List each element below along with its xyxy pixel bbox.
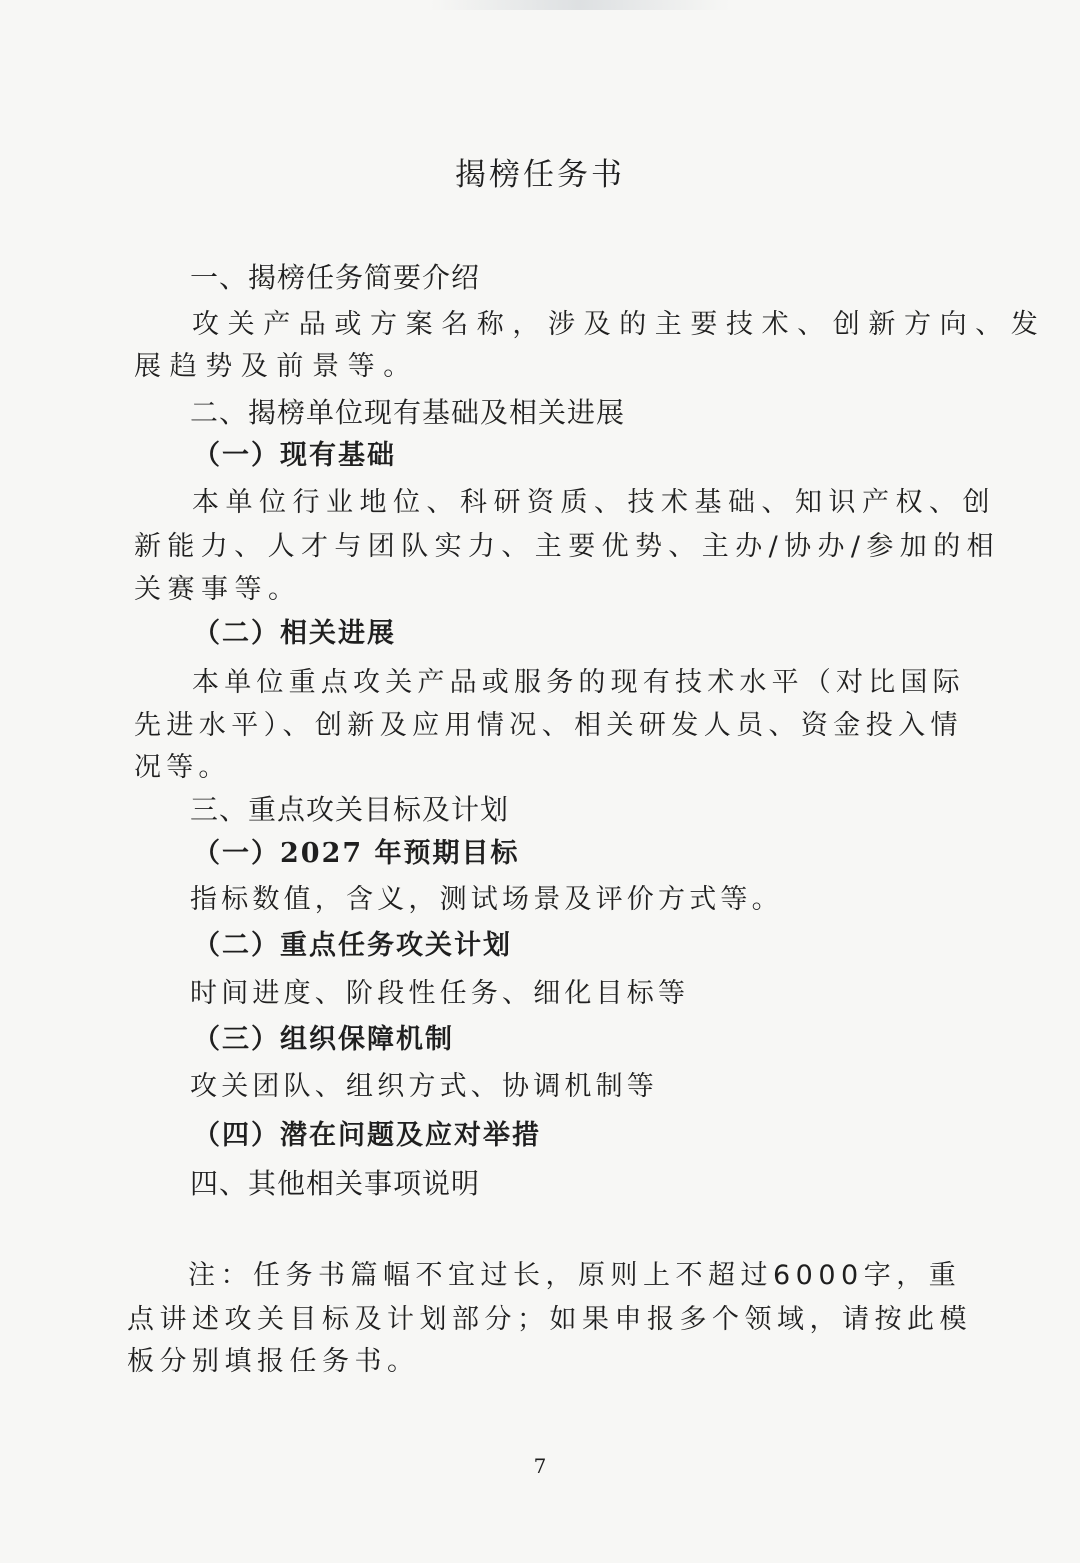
section-2-sub-2-heading: （二）相关进展: [193, 618, 396, 649]
section-3-sub-3-heading: （三）组织保障机制: [193, 1024, 454, 1055]
section-2-sub-2-line-1: 本单位重点攻关产品或服务的现有技术水平（对比国际: [192, 667, 965, 698]
section-3-sub-4-heading: （四）潜在问题及应对举措: [193, 1120, 541, 1151]
document-title: 揭榜任务书: [455, 157, 625, 193]
section-2-heading: 二、揭榜单位现有基础及相关进展: [190, 396, 626, 429]
note-line-2: 点讲述攻关目标及计划部分；如果申报多个领域，请按此模: [127, 1304, 972, 1335]
scan-artifact: [430, 0, 730, 10]
page-number: 7: [533, 1454, 547, 1478]
note-line-1: 注：任务书篇幅不宜过长，原则上不超过6000字，重: [188, 1260, 962, 1291]
note-line-3: 板分别填报任务书。: [127, 1346, 420, 1377]
section-3-sub-1-line: 指标数值，含义，测试场景及评价方式等。: [190, 884, 783, 915]
section-3-sub-1-heading: （一）2027 年预期目标: [193, 838, 520, 869]
section-3-sub-3-line: 攻关团队、组织方式、协调机制等: [190, 1071, 658, 1102]
section-3-heading: 三、重点攻关目标及计划: [190, 793, 510, 826]
section-3-sub-2-heading: （二）重点任务攻关计划: [193, 930, 512, 961]
section-2-sub-2-line-3: 况等。: [134, 752, 231, 783]
section-1-heading: 一、揭榜任务简要介绍: [190, 261, 481, 294]
section-2-sub-1-line-2: 新能力、人才与团队实力、主要优势、主办/协办/参加的相: [134, 531, 1000, 562]
section-4-heading: 四、其他相关事项说明: [190, 1167, 481, 1200]
section-2-sub-1-line-1: 本单位行业地位、科研资质、技术基础、知识产权、创: [192, 487, 996, 518]
section-2-sub-2-line-2: 先进水平）、创新及应用情况、相关研发人员、资金投入情: [134, 710, 963, 741]
section-1-paragraph-line-1: 攻关产品或方案名称，涉及的主要技术、创新方向、发: [192, 309, 1047, 340]
section-2-sub-1-heading: （一）现有基础: [193, 440, 396, 471]
section-1-paragraph-line-2: 展趋势及前景等。: [134, 351, 419, 382]
section-2-sub-1-line-3: 关赛事等。: [134, 574, 302, 605]
section-3-sub-2-line: 时间进度、阶段性任务、细化目标等: [190, 978, 690, 1009]
